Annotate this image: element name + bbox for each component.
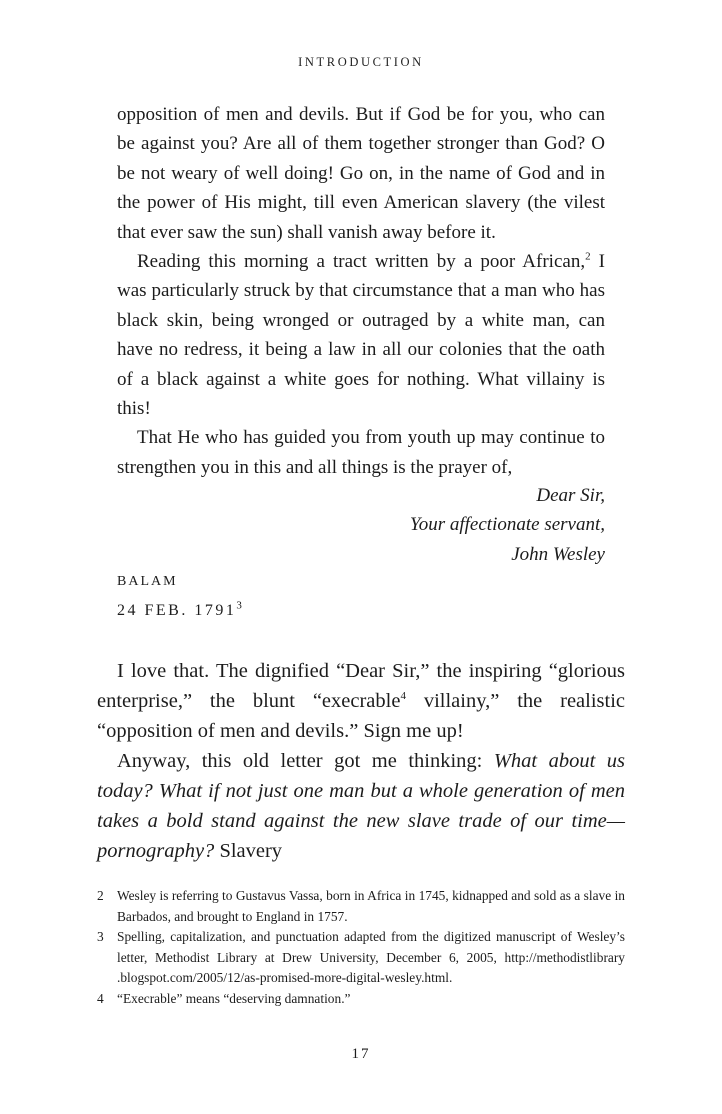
letter-paragraph-3: That He who has guided you from youth up may continue to strengthen you in this and all things is the prayer of, <box>117 427 605 478</box>
footnote-4 <box>97 989 625 1010</box>
footnotes <box>97 886 625 1009</box>
page-number: 17 <box>351 1046 371 1062</box>
letter-date <box>117 599 242 620</box>
footnote-number: 4 <box>97 990 104 1006</box>
letter-paragraph-1: opposition of men and devils. But if God be for you, who can be against you? Are all of them together stronger than God? O be not weary of well doing! Go on, in the name of God and in the power of His might, till even American slavery (the vilest that ever saw the sun) shall vanish away before it. <box>117 104 605 243</box>
signature: John Wesley <box>511 543 605 565</box>
letter-quote <box>117 100 605 482</box>
letter-date-text: 24 FEB. 1791 <box>117 602 237 619</box>
footnote-number: 2 <box>97 888 104 903</box>
footnote-ref-2[interactable]: 2 <box>585 250 591 263</box>
body-paragraph-2-italic: What about us today? What if not just one man but a whole generation of men takes a bold stand against the new slave trade of our time—pornography? <box>97 750 625 862</box>
letter-paragraph-2-end: I was particularly struck by that circumstance that a man who has black skin, being wronged or outraged by a white man, can have no redress, it being a law in all our colonies that the oath of a black against a white goes for nothing. What villainy is this! <box>117 251 606 420</box>
footnote-text: “Execrable” means “deserving damnation.” <box>117 990 351 1006</box>
complimentary-close: Your affectionate servant, <box>409 514 605 536</box>
letter-paragraph-2 <box>117 247 605 423</box>
footnote-text: Wesley is referring to Gustavus Vassa, born in Africa in 1745, kidnapped and sold as a slave in Barbados, and brought to England in 1757. <box>117 888 625 924</box>
letter-paragraph-2-start: Reading this morning a tract written by a poor African, <box>137 251 586 273</box>
body-paragraph-1-end: villainy,” the realistic “opposition of men and devils.” Sign me up! <box>97 690 626 742</box>
letter-closing <box>117 481 605 569</box>
footnote-number: 3 <box>97 929 104 944</box>
footnote-2 <box>97 886 625 927</box>
body-paragraph-2 <box>97 746 625 866</box>
body-paragraph-2-end: Slavery <box>214 840 283 862</box>
footnote-ref-4[interactable]: 4 <box>400 690 406 703</box>
footnote-ref-3[interactable]: 3 <box>236 599 242 612</box>
body-paragraph-1-start: I love that. The dignified “Dear Sir,” the inspiring “glorious enterprise,” the blunt “execrable <box>97 660 625 712</box>
body-text <box>97 656 625 866</box>
body-paragraph-2-start: Anyway, this old letter got me thinking: <box>117 750 494 772</box>
footnote-3 <box>97 927 625 989</box>
running-head: INTRODUCTION <box>298 55 424 69</box>
salutation: Dear Sir, <box>536 485 605 506</box>
body-paragraph-1 <box>97 656 625 746</box>
footnote-text: Spelling, capitalization, and punctuation adapted from the digitized manuscript of Wesley’s letter, Methodist Library at Drew University, December 6, 2005, http://methodistlibrary .blogspot.com/2005/12/as-promised-more-digital-wesley.html. <box>117 929 625 985</box>
letter-place: BALAM <box>117 574 178 589</box>
